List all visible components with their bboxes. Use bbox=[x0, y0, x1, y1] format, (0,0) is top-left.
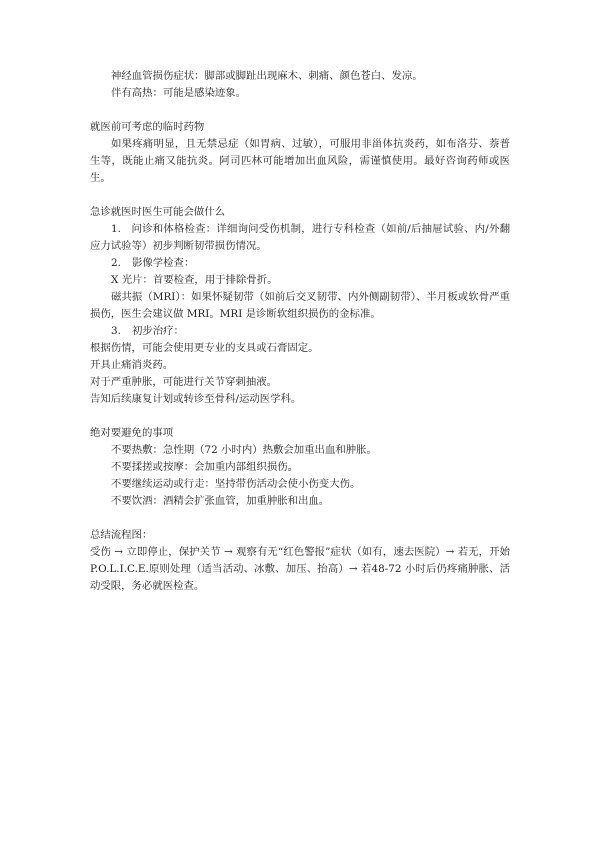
item-title: 初步治疗： bbox=[132, 325, 184, 337]
mri-paragraph: 磁共振（MRI）：如果怀疑韧带（如前后交叉韧带、内外侧副韧带）、半月板或软骨严重损伤，医生会建议做 MRI。MRI 是诊断软组织损伤的金标准。 bbox=[90, 291, 510, 320]
item-title: 问诊和体格检查： bbox=[131, 223, 217, 235]
treatment-brace-line: 根据伤情，可能会使用更专业的支具或石膏固定。 bbox=[90, 342, 319, 354]
item-title: 影像学检查： bbox=[132, 257, 195, 269]
avoid-activity-line: 不要继续运动或行走：坚持带伤活动会使小伤变大伤。 bbox=[111, 478, 361, 490]
section-heading-things-to-avoid: 绝对要避免的事项 bbox=[90, 427, 174, 439]
avoid-heat-line: 不要热敷：急性期（72 小时内）热敷会加重出血和肿胀。 bbox=[111, 444, 377, 456]
er-item-imaging bbox=[90, 255, 510, 272]
er-item-initial-treatment bbox=[90, 323, 510, 340]
avoid-alcohol-line: 不要饮酒：酒精会扩张血管，加重肿胀和出血。 bbox=[111, 495, 330, 507]
section-heading-er-procedures: 急诊就医时医生可能会做什么 bbox=[90, 206, 226, 218]
treatment-medication-line: 开具止痛消炎药。 bbox=[90, 359, 174, 371]
document-content bbox=[90, 68, 510, 595]
medication-paragraph: 如果疼痛明显，且无禁忌症（如胃病、过敏），可服用非甾体抗炎药，如布洛芬、萘普生等，既能止痛又能抗炎。阿司匹林可能增加出血风险，需谨慎使用。最好咨询药师或医生。 bbox=[90, 138, 510, 184]
treatment-aspiration-line: 对于严重肿胀，可能进行关节穿刺抽液。 bbox=[90, 376, 278, 388]
section-heading-temporary-medication: 就医前可考虑的临时药物 bbox=[90, 121, 205, 133]
section-heading-summary-flowchart: 总结流程图： bbox=[90, 529, 153, 541]
summary-flow-paragraph: 受伤 → 立即停止，保护关节 → 观察有无“红色警报”症状（如有，速去医院）→ 若无，开始 P.O.L.I.C.E.原则处理（适当活动、冰敷、加压、抬高）→ 若48-72 小时后仍疼痛肿胀、活动受限，务必就医检查。 bbox=[90, 546, 510, 592]
avoid-massage-line: 不要揉搓或按摩：会加重内部组织损伤。 bbox=[111, 461, 299, 473]
item-text: 详细询问受伤机制，进行专科检查（如前/后抽屉试验、内/外翻应力试验等）初步判断韧带损伤情况。 bbox=[90, 223, 510, 252]
treatment-rehab-line: 告知后续康复计划或转诊至骨科/运动医学科。 bbox=[90, 393, 302, 405]
er-item-consultation bbox=[90, 221, 510, 255]
xray-line: X 光片：首要检查，用于排除骨折。 bbox=[111, 274, 278, 286]
item-number: 2. bbox=[111, 257, 121, 269]
neurovascular-symptom-line: 神经血管损伤症状：脚部或脚趾出现麻木、刺痛、颜色苍白、发凉。 bbox=[111, 70, 423, 82]
item-number: 1. bbox=[111, 223, 121, 235]
item-number: 3. bbox=[111, 325, 121, 337]
high-fever-line: 伴有高热：可能是感染迹象。 bbox=[111, 87, 247, 99]
